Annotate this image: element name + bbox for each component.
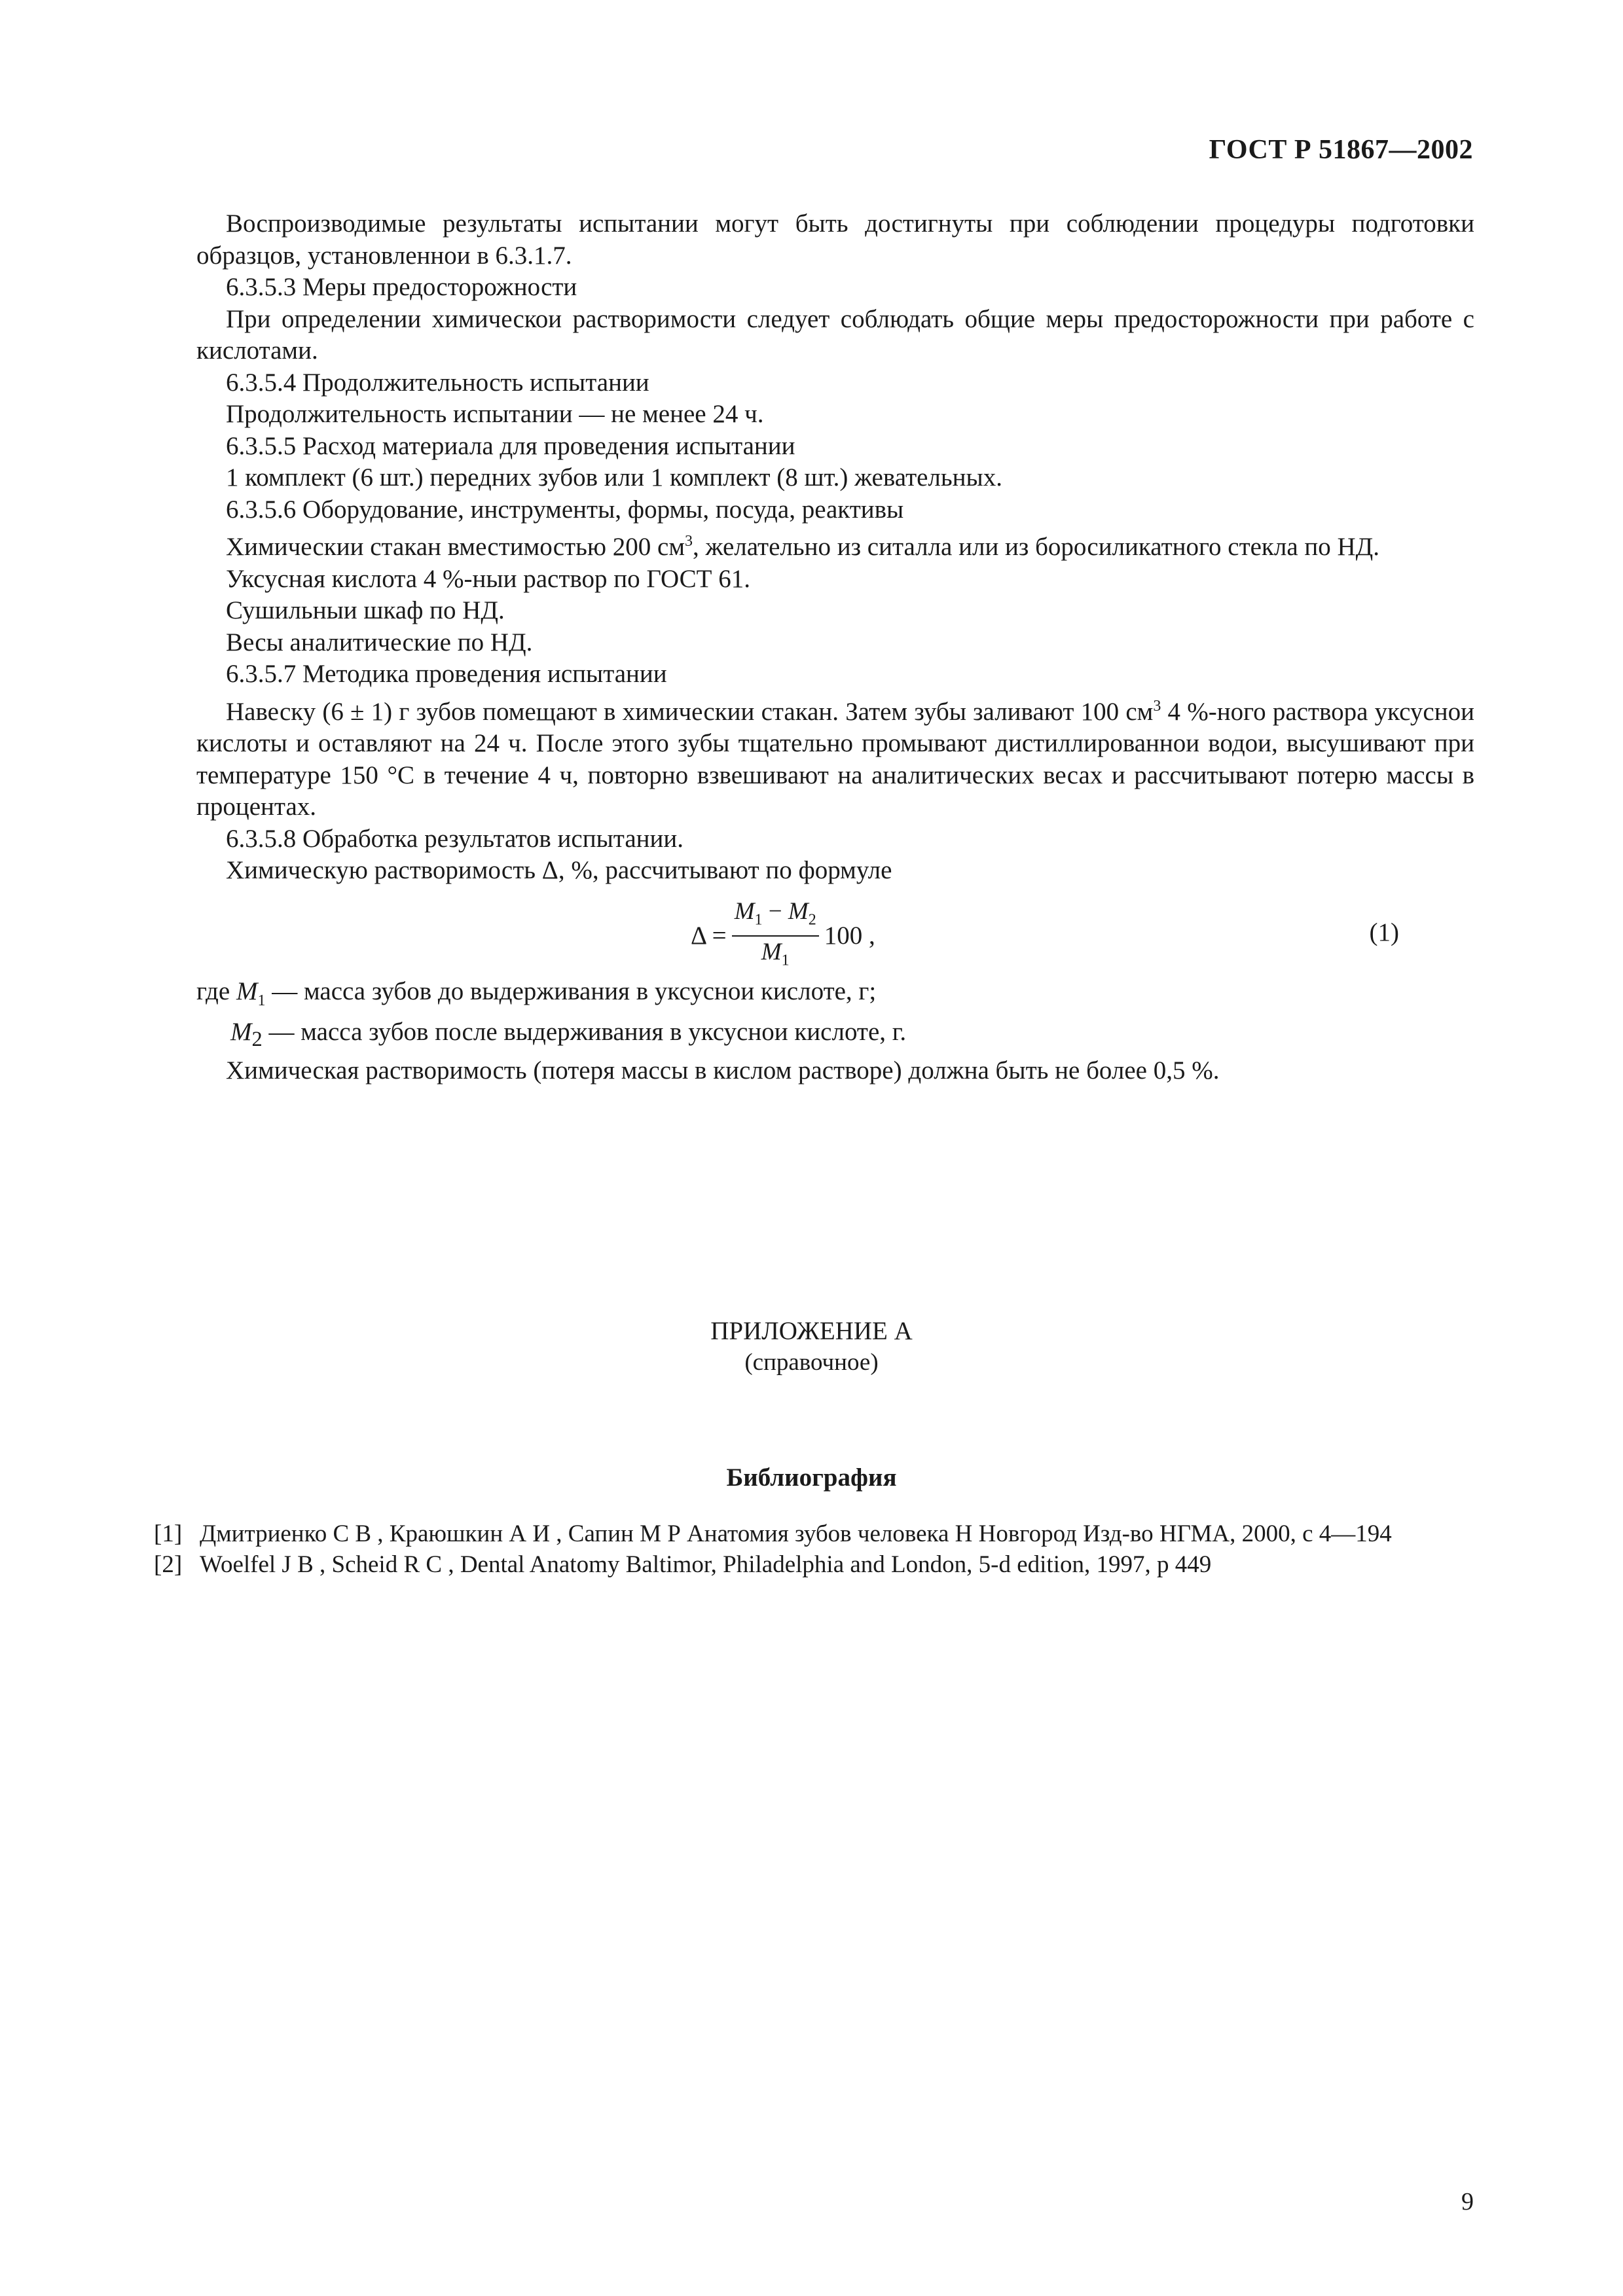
bibliography-list xyxy=(154,1518,1476,1580)
formula-denominator: $M_1$ xyxy=(761,938,790,969)
bibliography-entry xyxy=(154,1518,1476,1549)
bibliography-entry-number: [1] xyxy=(154,1520,183,1547)
paragraph-acetic-acid: Уксусная кислота 4 %-ныи раствор по ГОСТ 61. xyxy=(226,564,750,593)
paragraph-procedure: Навеску (6 ± 1) г зубов помещают в химическии стакан. Затем зубы заливают 100 $см^3$ 4 %-ного раствора уксуснои кислоты и оставляют на 24 ч. После этого зубы тщательно промывают дистиллированнои водои, высушивают при температуре 150 °С в течение 4 ч, повторно взвешивают на аналитических весах и рассчитывают потерю массы в процентах. xyxy=(196,697,1474,821)
paragraph-material-consumption: 1 комплект (6 шт.) передних зубов или 1 комплект (8 шт.) жевательных. xyxy=(226,463,1002,492)
bibliography-entry-number: [2] xyxy=(154,1551,183,1578)
paragraph-scales: Весы аналитические по НД. xyxy=(226,628,533,656)
formula-block xyxy=(196,892,1474,971)
heading-6-3-5-6: 6.3.5.6 Оборудование, инструменты, формы, посуда, реактивы xyxy=(226,495,904,524)
heading-6-3-5-3: 6.3.5.3 Меры предосторожности xyxy=(226,273,577,301)
bibliography-entry-text: Дмитриенко С В , Краюшкин А И , Сапин М Р Анатомия зубов человека Н Новгород Изд-во НГМА, 2000, с 4—194 xyxy=(200,1520,1392,1547)
formula-fraction xyxy=(732,899,819,974)
bibliography-title: Библиография xyxy=(726,1463,897,1492)
where-m1: где $M_1$ — масса зубов до выдерживания в уксуснои кислоте, г; xyxy=(196,977,877,1009)
paragraph-reproducibility: Воспроизводимые результаты испытании могут быть достигнуты при соблюдении процедуры подготовки образцов, установленнои в 6.3.1.7. xyxy=(196,209,1474,270)
bibliography-entry-text: Woelfel J B , Scheid R C , Dental Anatomy Baltimor, Philadelphia and London, 5-d edition, 1997, p 449 xyxy=(200,1551,1212,1578)
standard-header: ГОСТ Р 51867—2002 xyxy=(1209,135,1473,165)
heading-6-3-5-4: 6.3.5.4 Продолжительность испытании xyxy=(226,368,649,397)
paragraph-formula-intro: Химическую растворимость Δ, %, рассчитывают по формуле xyxy=(226,856,892,884)
paragraph-beaker: Химическии стакан вместимостью 200 $см^3$, желательно из ситалла или из боросиликатного стекла по НД. xyxy=(226,533,1380,561)
formula-numerator: $M_1 - M_2$ xyxy=(732,899,819,937)
equation-number: (1) xyxy=(1369,918,1399,946)
paragraph-drying-cabinet: Сушильныи шкаф по НД. xyxy=(226,596,505,624)
where-m2: $M_2$ — масса зубов после выдерживания в уксуснои кислоте, г. xyxy=(230,1017,907,1051)
paragraph-duration: Продолжительность испытании — не менее 24 ч. xyxy=(226,400,764,428)
appendix-title: ПРИЛОЖЕНИЕ А xyxy=(710,1317,913,1345)
appendix-heading xyxy=(0,1316,1623,1378)
heading-6-3-5-7: 6.3.5.7 Методика проведения испытании xyxy=(226,660,667,688)
paragraph-conclusion: Химическая растворимость (потеря массы в кислом растворе) должна быть не более 0,5 %. xyxy=(226,1056,1220,1085)
paragraph-precautions: При определении химическои растворимости следует соблюдать общие меры предосторожности при работе с кислотами. xyxy=(196,304,1474,365)
section-body xyxy=(196,208,1474,1087)
bibliography-entry xyxy=(154,1549,1476,1580)
formula-factor: 100 , xyxy=(824,921,875,950)
solubility-formula xyxy=(691,899,875,974)
formula-lhs: Δ = xyxy=(691,921,727,950)
page-number: 9 xyxy=(1461,2188,1474,2215)
heading-6-3-5-5: 6.3.5.5 Расход материала для проведения испытании xyxy=(226,431,795,460)
heading-6-3-5-8: 6.3.5.8 Обработка результатов испытании. xyxy=(226,824,684,853)
appendix-subtitle: (справочное) xyxy=(744,1349,879,1376)
